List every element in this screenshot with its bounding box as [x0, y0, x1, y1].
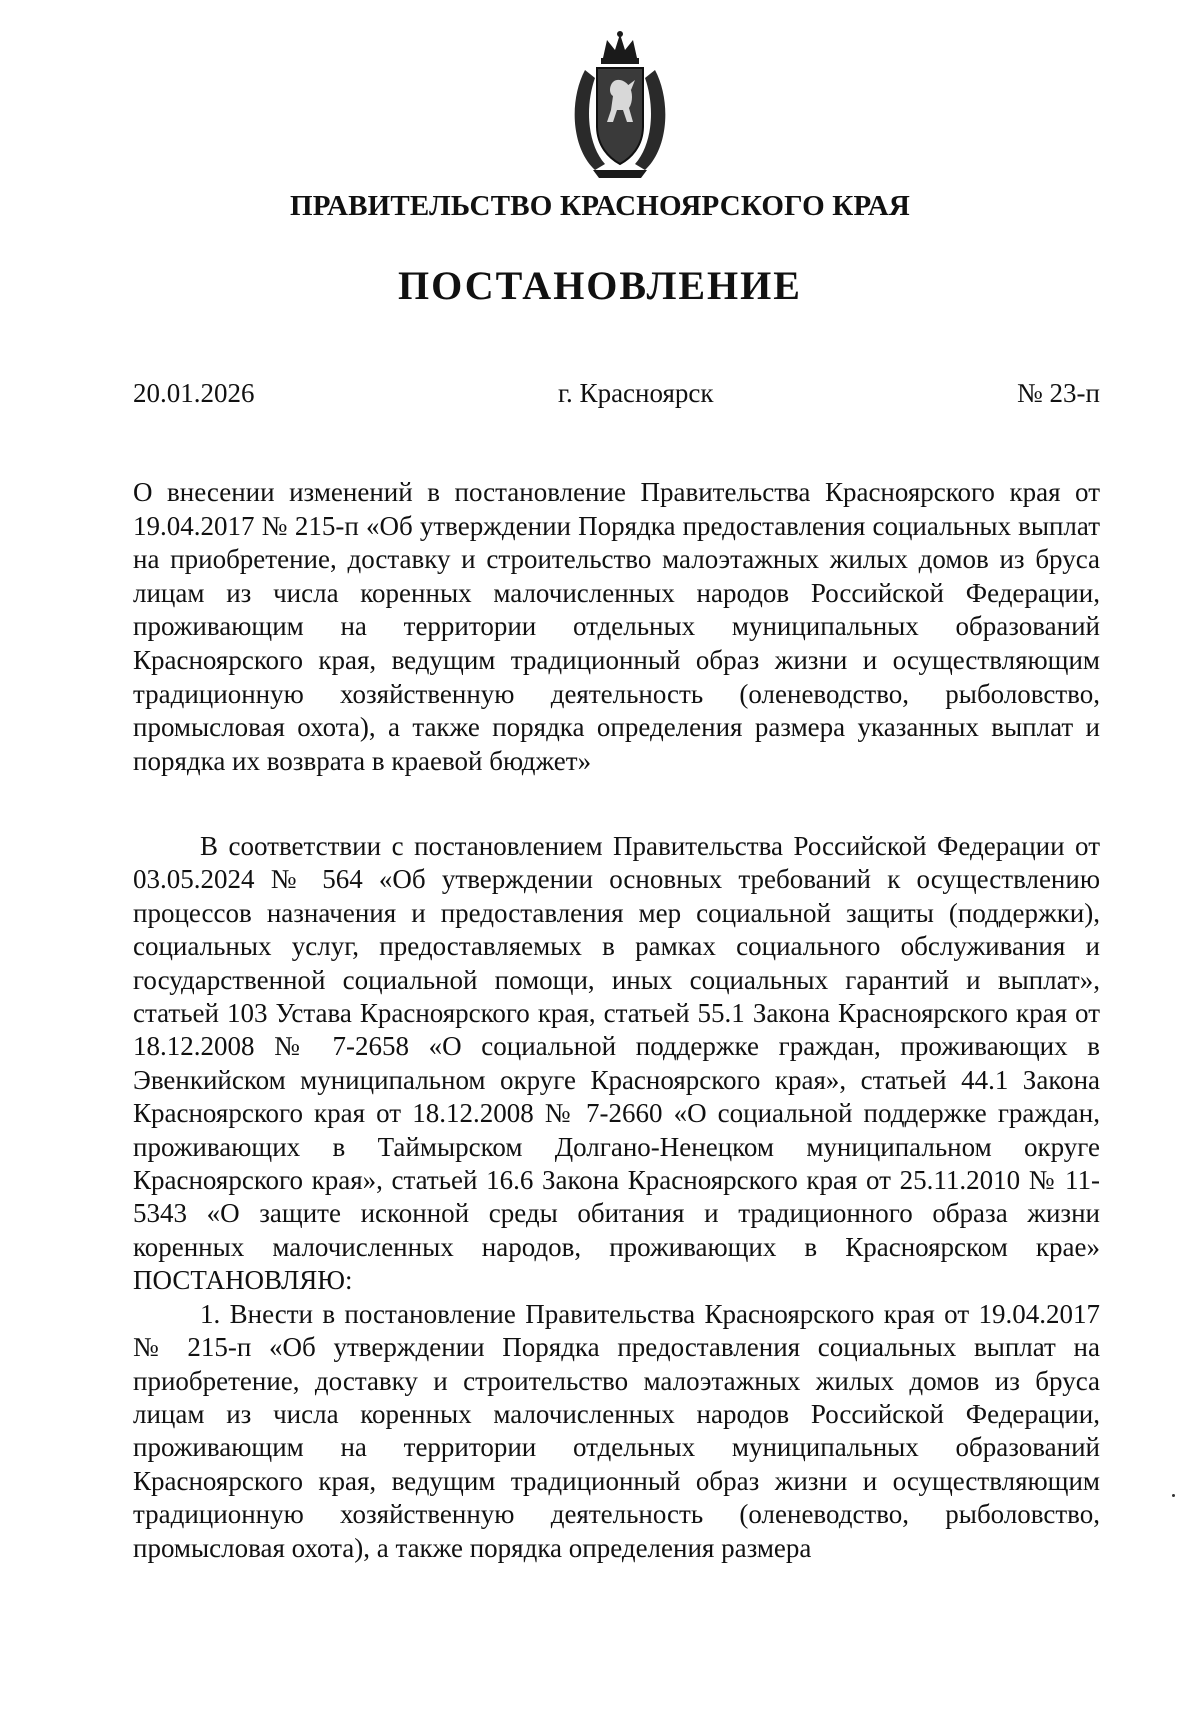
- document-number: № 23-п: [1017, 378, 1100, 408]
- organization-heading: ПРАВИТЕЛЬСТВО КРАСНОЯРСКОГО КРАЯ: [289, 190, 911, 222]
- item-1-paragraph: 1. Внести в постановление Правительства Красноярского края от 19.04.2017 № 215-п «Об утверждении Порядка предоставления социальных выплат на приобретение, доставку и строительство малоэтажных жилых домов из бруса лицам из числа коренных малочисленных народов Российской Федерации, проживающим на территории отдельных муниципальных образований Красноярского края, ведущим традиционный образ жизни и осуществляющим традиционную хозяйственную деятельность (оленеводство, рыболовство, промысловая охота), а также порядка определения размера: [133, 1298, 1100, 1563]
- document-city: г. Красноярск: [558, 378, 714, 408]
- document-meta-row: [133, 378, 1100, 414]
- document-title: О внесении изменений в постановление Правительства Красноярского края от 19.04.2017 № 215-п «Об утверждении Порядка предоставления социальных выплат на приобретение, доставку и строительство малоэтажных жилых домов из бруса лицам из числа коренных малочисленных народов Российской Федерации, проживающим на территории отдельных муниципальных образований Красноярского края, ведущим традиционный образ жизни и осуществляющим традиционную хозяйственную деятельность (оленеводство, рыболовство, промысловая охота), а также порядка определения размера указанных выплат и порядка их возврата в краевой бюджет»: [133, 477, 1100, 776]
- scan-artifact: [1172, 1494, 1175, 1497]
- document-body: [133, 830, 1100, 1565]
- document-date: 20.01.2026: [133, 378, 255, 408]
- document-type-heading: ПОСТАНОВЛЕНИЕ: [398, 263, 802, 308]
- coat-of-arms-icon: [565, 30, 675, 180]
- preamble-paragraph: В соответствии с постановлением Правительства Российской Федерации от 03.05.2024 № 564 «Об утверждении основных требований к осуществлению процессов назначения и предоставления мер социальной защиты (поддержки), социальных услуг, предоставляемых в рамках социального обслуживания и государственной социальной помощи, иных социальных гарантий и выплат», статьей 103 Устава Красноярского края, статьей 55.1 Закона Красноярского края от 18.12.2008 № 7-2658 «О социальной поддержке граждан, проживающих в Эвенкийском муниципальном округе Красноярского края», статьей 44.1 Закона Красноярского края от 18.12.2008 № 7-2660 «О социальной поддержке граждан, проживающих в Таймырском Долгано-Ненецком муниципальном округе Красноярского края», статьей 16.6 Закона Красноярского края от 25.11.2010 № 11-5343 «О защите исконной среды обитания и традиционного образа жизни коренных малочисленных народов, проживающих в Красноярском крае» ПОСТАНОВЛЯЮ:: [133, 831, 1100, 1296]
